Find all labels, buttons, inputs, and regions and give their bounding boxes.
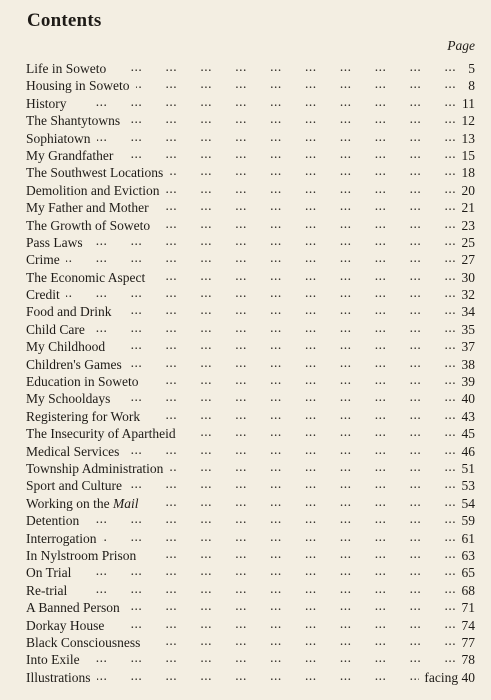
toc-entry[interactable]	[26, 147, 475, 164]
toc-entry-page: 45	[457, 425, 476, 442]
table-of-contents	[26, 60, 475, 686]
toc-entry-title: The Insecurity of Apartheid	[26, 426, 182, 441]
toc-entry[interactable]	[26, 303, 475, 320]
toc-entry-title: Illustrations	[26, 670, 97, 685]
toc-entry-title: Black Consciousness	[26, 635, 146, 650]
toc-entry[interactable]	[26, 373, 475, 390]
toc-entry[interactable]	[26, 286, 475, 303]
toc-entry[interactable]	[26, 547, 475, 564]
toc-entry-page: 63	[457, 547, 476, 564]
toc-entry[interactable]	[26, 164, 475, 181]
toc-entry-title: Crime	[26, 252, 66, 267]
toc-entry-page: 54	[457, 495, 476, 512]
toc-entry-title: The Growth of Soweto	[26, 218, 156, 233]
toc-entry[interactable]	[26, 564, 475, 581]
toc-entry[interactable]	[26, 356, 475, 373]
toc-entry[interactable]	[26, 77, 475, 94]
toc-entry-page: 46	[457, 443, 476, 460]
toc-entry-page: 40	[457, 390, 476, 407]
toc-entry-page: 68	[457, 582, 476, 599]
toc-entry-title: Interrogation	[26, 531, 102, 546]
toc-entry-page: 12	[457, 112, 476, 129]
toc-entry-page: 61	[457, 530, 476, 547]
toc-entry-page: 5	[463, 60, 475, 77]
toc-entry-title: Into Exile	[26, 652, 86, 667]
toc-entry-title: Registering for Work	[26, 409, 146, 424]
toc-entry[interactable]	[26, 495, 475, 512]
toc-entry-page: 27	[457, 251, 476, 268]
toc-entry[interactable]	[26, 582, 475, 599]
toc-entry-title: Medical Services	[26, 444, 125, 459]
toc-entry[interactable]	[26, 599, 475, 616]
toc-entry-title: Sophiatown	[26, 131, 97, 146]
toc-entry-title: My Grandfather	[26, 148, 119, 163]
toc-entry-page: facing 40	[419, 669, 475, 686]
toc-entry-page: 20	[457, 182, 476, 199]
toc-entry-page: 32	[457, 286, 476, 303]
toc-entry-page: 34	[457, 303, 476, 320]
page-title: Contents	[27, 10, 102, 31]
toc-entry[interactable]	[26, 634, 475, 651]
toc-entry-page: 65	[457, 564, 476, 581]
toc-entry[interactable]	[26, 199, 475, 216]
toc-entry-title: My Childhood	[26, 339, 111, 354]
toc-entry[interactable]	[26, 669, 475, 686]
toc-entry[interactable]	[26, 217, 475, 234]
toc-entry-title: Food and Drink	[26, 304, 118, 319]
toc-entry-title: A Banned Person	[26, 600, 126, 615]
toc-entry-title: Township Administration	[26, 461, 169, 476]
toc-entry[interactable]	[26, 251, 475, 268]
toc-entry-title: Re-trial	[26, 583, 73, 598]
toc-entry-page: 23	[457, 217, 476, 234]
toc-entry-page: 51	[457, 460, 476, 477]
toc-entry[interactable]	[26, 112, 475, 129]
toc-entry[interactable]	[26, 338, 475, 355]
page-column-label: Page	[447, 38, 475, 53]
toc-entry-page: 30	[457, 269, 476, 286]
toc-entry[interactable]	[26, 95, 475, 112]
toc-entry-title: My Father and Mother	[26, 200, 155, 215]
toc-entry-page: 15	[457, 147, 476, 164]
toc-entry-title: Pass Laws	[26, 235, 89, 250]
toc-entry-page: 38	[457, 356, 476, 373]
toc-entry[interactable]	[26, 321, 475, 338]
toc-entry-page: 53	[457, 477, 476, 494]
toc-entry[interactable]	[26, 182, 475, 199]
toc-entry-title: Housing in Soweto	[26, 78, 136, 93]
toc-entry-title: Life in Soweto	[26, 61, 112, 76]
toc-entry-title-italic: Mail	[113, 495, 139, 511]
toc-entry-title-text: Working on the	[26, 495, 114, 511]
toc-entry-page: 39	[457, 373, 476, 390]
toc-entry-page: 37	[457, 338, 476, 355]
toc-entry-page: 71	[457, 599, 476, 616]
toc-entry-page: 59	[457, 512, 476, 529]
toc-entry-title: Detention	[26, 513, 85, 528]
toc-entry-page: 77	[457, 634, 476, 651]
toc-entry-title: Dorkay House	[26, 618, 110, 633]
toc-entry[interactable]	[26, 269, 475, 286]
toc-entry-title	[26, 496, 145, 511]
toc-entry[interactable]	[26, 130, 475, 147]
toc-entry[interactable]	[26, 425, 475, 442]
toc-entry[interactable]	[26, 651, 475, 668]
toc-entry-title: The Southwest Locations	[26, 165, 169, 180]
toc-entry[interactable]	[26, 477, 475, 494]
toc-entry-page: 11	[457, 95, 475, 112]
toc-entry-page: 8	[463, 77, 475, 94]
toc-entry[interactable]	[26, 408, 475, 425]
toc-entry[interactable]	[26, 390, 475, 407]
toc-entry[interactable]	[26, 512, 475, 529]
toc-entry-title: The Economic Aspect	[26, 270, 151, 285]
toc-entry-title: Children's Games	[26, 357, 128, 372]
toc-entry-title: Credit	[26, 287, 66, 302]
toc-entry-page: 74	[457, 617, 476, 634]
toc-entry-page: 43	[457, 408, 476, 425]
toc-entry[interactable]	[26, 60, 475, 77]
toc-entry-title: On Trial	[26, 565, 77, 580]
toc-entry-title: Sport and Culture	[26, 478, 128, 493]
toc-entry-title: Child Care	[26, 322, 91, 337]
toc-entry-title: History	[26, 96, 73, 111]
toc-entry-page: 78	[457, 651, 476, 668]
toc-entry-title: Demolition and Eviction	[26, 183, 165, 198]
toc-entry-page: 21	[457, 199, 476, 216]
toc-entry-page: 13	[457, 130, 476, 147]
toc-entry-title: Education in Soweto	[26, 374, 144, 389]
toc-entry-title: The Shantytowns	[26, 113, 126, 128]
toc-entry-page: 25	[457, 234, 476, 251]
toc-entry[interactable]	[26, 443, 475, 460]
toc-entry-title: My Schooldays	[26, 391, 116, 406]
toc-entry-page: 35	[457, 321, 476, 338]
toc-entry-page: 18	[457, 164, 476, 181]
toc-entry[interactable]	[26, 234, 475, 251]
toc-entry[interactable]	[26, 460, 475, 477]
toc-entry-title: In Nylstroom Prison	[26, 548, 142, 563]
toc-entry[interactable]	[26, 530, 475, 547]
toc-entry[interactable]	[26, 617, 475, 634]
